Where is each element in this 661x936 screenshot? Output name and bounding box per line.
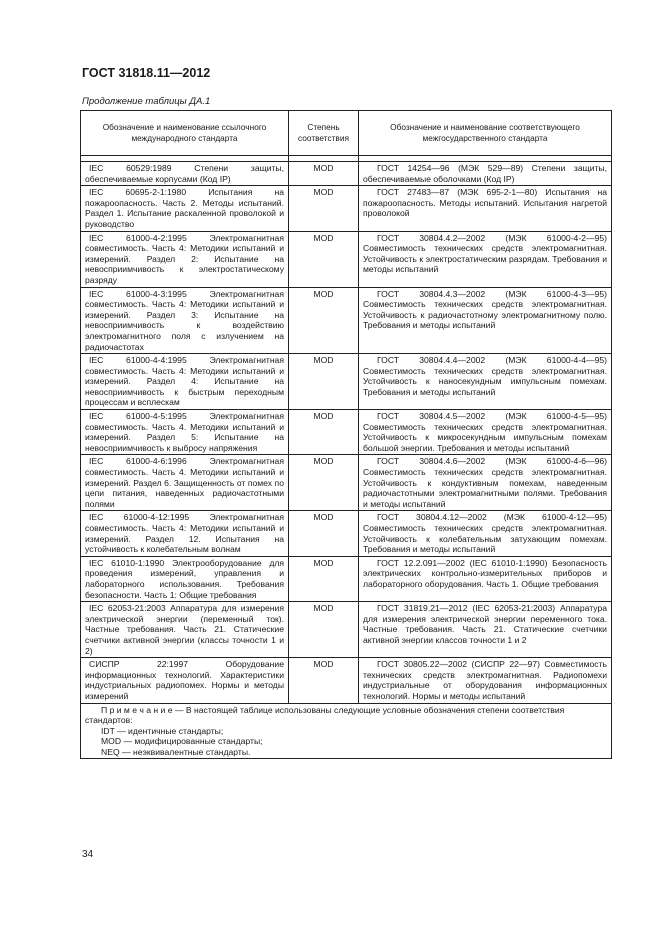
intl-standard-cell: IEC 61000-4-3:1995 Электромагнитная совместимость. Часть 4: Методики испытаний и измерений. Раздел 3: Испытание на невосприимчивость к воздействию электромагнитного поля с излучением на радиочастотах	[81, 287, 289, 354]
interstate-standard-cell: ГОСТ 30804.4.4—2002 (МЭК 61000-4-4—95) Совместимость технических средств электромагнитная. Устойчивость к наносекундным импульсным помехам. Требования и методы испытаний	[359, 354, 612, 410]
page-number: 34	[82, 849, 94, 860]
table-header-row	[81, 111, 612, 156]
reference-table	[80, 110, 612, 759]
degree-cell: MOD	[289, 511, 359, 556]
table-row	[81, 186, 612, 231]
degree-cell: MOD	[289, 162, 359, 186]
note-intro: П р и м е ч а н и е — В настоящей таблице использованы следующие условные обозначения степени соответствия стандартов:	[85, 704, 565, 726]
intl-standard-cell: IEC 60695-2-1:1980 Испытания на пожароопасность. Часть 2. Методы испытаний. Раздел 1. Испытание раскаленной проволокой и руководство	[81, 186, 289, 231]
table-caption: Продолжение таблицы ДА.1	[82, 96, 211, 107]
table-row	[81, 354, 612, 410]
degree-cell: MOD	[289, 658, 359, 703]
interstate-standard-cell: ГОСТ 31819.21—2012 (IEC 62053-21:2003) Аппаратура для измерения электрической энергии переменного тока. Частные требования. Часть 21. Статические счетчики активной энергии классов точности 1 и 2	[359, 602, 612, 658]
interstate-standard-cell: ГОСТ 12.2.091—2002 (IEC 61010-1:1990) Безопасность электрических контрольно-измерительных приборов и лабораторного оборудования. Часть 1. Общие требования	[359, 556, 612, 601]
degree-cell: MOD	[289, 231, 359, 287]
interstate-standard-cell: ГОСТ 30804.4.12—2002 (МЭК 61000-4-12—95) Совместимость технических средств электромагнитная. Устойчивость к колебательным затухающим помехам. Требования и методы испытаний	[359, 511, 612, 556]
degree-cell: MOD	[289, 602, 359, 658]
intl-standard-cell: IEC 62053-21:2003 Аппаратура для измерения электрической энергии (переменный ток). Частные требования. Часть 21. Статические счетчики активной энергии (классы точности 1 и 2)	[81, 602, 289, 658]
intl-standard-cell: СИСПР 22:1997 Оборудование информационных технологий. Характеристики индустриальных радиопомех. Нормы и методы измерений	[81, 658, 289, 703]
table-row	[81, 511, 612, 556]
intl-standard-cell: IEC 61010-1:1990 Электрооборудование для проведения измерений, управления и лабораторного использования. Требования безопасности. Часть 1: Общие требования	[81, 556, 289, 601]
header-interstate-standard: Обозначение и наименование соответствующего межгосударственного стандарта	[359, 111, 612, 156]
table-row	[81, 287, 612, 354]
interstate-standard-cell: ГОСТ 30804.4.6—2002 (МЭК 61000-4-6—96) Совместимость технических средств электромагнитная. Устойчивость к кондуктивным помехам, наведенным радиочастотными электромагнитными полями. Требования и методы испытаний	[359, 455, 612, 511]
intl-standard-cell: IEC 61000-4-5:1995 Электромагнитная совместимость. Часть 4. Методики испытаний и измерений. Раздел 5: Испытание на невосприимчивость к выбросу напряжения	[81, 410, 289, 455]
intl-standard-cell: IEC 61000-4-6:1996 Электромагнитная совместимость. Часть 4. Методики испытаний и измерений. Раздел 6. Защищенность от помех по цепи питания, наведенных радиочастотными полями	[81, 455, 289, 511]
table-row	[81, 231, 612, 287]
header-degree: Степень соответствия	[289, 111, 359, 156]
degree-cell: MOD	[289, 287, 359, 354]
table-row	[81, 602, 612, 658]
note-item-neq: NEQ — неэквивалентные стандарты.	[101, 746, 251, 757]
intl-standard-cell: IEC 61000-4-2:1995 Электромагнитная совместимость. Часть 4: Методики испытаний и измерений. Раздел 2: Испытание на невосприимчивость к электростатическому разряду	[81, 231, 289, 287]
intl-standard-cell: IEC 60529:1989 Степени защиты, обеспечиваемые корпусами (Код IP)	[81, 162, 289, 186]
table-row	[81, 455, 612, 511]
document-title: ГОСТ 31818.11—2012	[82, 66, 211, 80]
table-row	[81, 658, 612, 703]
table-note	[81, 703, 612, 759]
note-item-idt: IDT — идентичные стандарты;	[101, 725, 224, 736]
interstate-standard-cell: ГОСТ 30804.4.2—2002 (МЭК 61000-4-2—95) Совместимость технических средств электромагнитная. Устойчивость к электростатическим разрядам. Требования и методы испытаний	[359, 231, 612, 287]
table-row	[81, 556, 612, 601]
degree-cell: MOD	[289, 354, 359, 410]
table-row	[81, 162, 612, 186]
intl-standard-cell: IEC 61000-4-4:1995 Электромагнитная совместимость. Часть 4: Методики испытаний и измерений. Раздел 4: Испытание на невосприимчивость к быстрым переходным процессам и всплескам	[81, 354, 289, 410]
intl-standard-cell: IEC 61000-4-12:1995 Электромагнитная совместимость. Часть 4: Методики испытаний и измерений. Раздел 12. Испытания на устойчивость к колебательным волнам	[81, 511, 289, 556]
degree-cell: MOD	[289, 556, 359, 601]
note-item-mod: MOD — модифицированные стандарты;	[101, 736, 263, 747]
degree-cell: MOD	[289, 410, 359, 455]
degree-cell: MOD	[289, 186, 359, 231]
header-international-standard: Обозначение и наименование ссылочного международного стандарта	[81, 111, 289, 156]
interstate-standard-cell: ГОСТ 27483—87 (МЭК 695-2-1—80) Испытания на пожароопасность. Методы испытаний. Испытания нагретой проволокой	[359, 186, 612, 231]
degree-cell: MOD	[289, 455, 359, 511]
table-body	[81, 162, 612, 759]
interstate-standard-cell: ГОСТ 30805.22—2002 (СИСПР 22—97) Совместимость технических средств электромагнитная. Радиопомехи индустриальные от оборудования информационных технологий. Нормы и методы испытаний	[359, 658, 612, 703]
table-row	[81, 410, 612, 455]
table-note-row	[81, 703, 612, 759]
interstate-standard-cell: ГОСТ 14254—96 (МЭК 529—89) Степени защиты, обеспечиваемые оболочками (Код IP)	[359, 162, 612, 186]
interstate-standard-cell: ГОСТ 30804.4.3—2002 (МЭК 61000-4-3—95) Совместимость технических средств электромагнитная. Устойчивость к радиочастотному электромагнитному полю. Требования и методы испытаний	[359, 287, 612, 354]
interstate-standard-cell: ГОСТ 30804.4.5—2002 (МЭК 61000-4-5—95) Совместимость технических средств электромагнитная. Устойчивость к микросекундным импульсным помехам большой энергии. Требования и методы испытаний	[359, 410, 612, 455]
